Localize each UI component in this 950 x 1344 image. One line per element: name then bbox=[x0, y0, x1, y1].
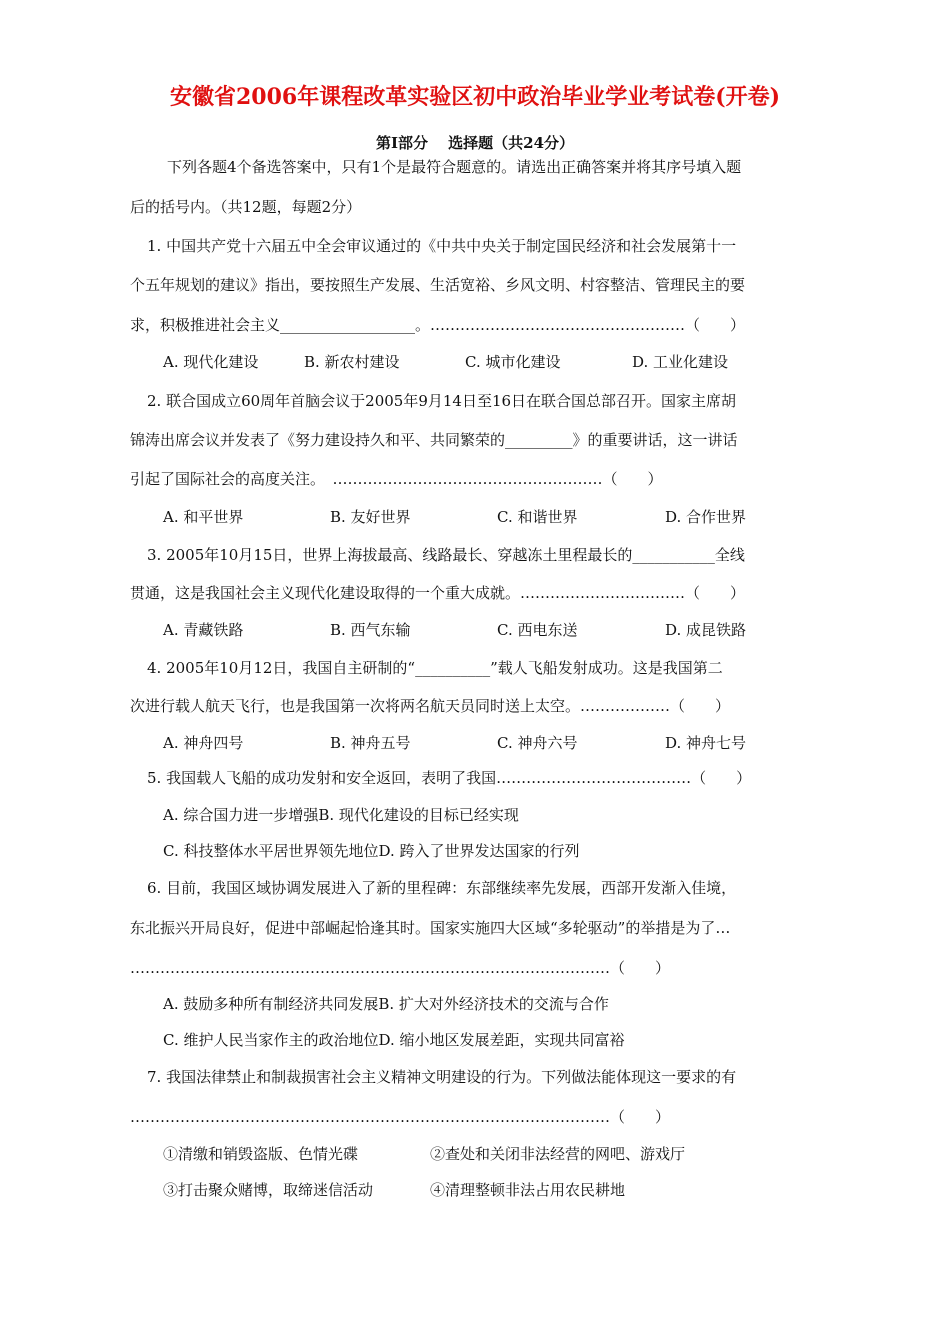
question-4-line-2: 次进行载人航天飞行，也是我国第一次将两名航天员同时送上太空。………………（ ） bbox=[130, 697, 731, 715]
section-heading: 第Ⅰ部分 选择题（共24分） bbox=[375, 134, 575, 152]
question-6-line-1: 6. 目前，我国区域协调发展进入了新的里程碑：东部继续率先发展，西部开发渐入佳境， bbox=[147, 879, 737, 897]
question-2-option-a: A. 和平世界 bbox=[163, 508, 244, 526]
question-7-line-2: ……………………………………………………………………………………（ ） bbox=[130, 1108, 671, 1126]
question-1-option-d: D. 工业化建设 bbox=[632, 353, 729, 371]
question-1-line-2: 个五年规划的建议》指出，要按照生产发展、生活宽裕、乡风文明、村容整洁、管理民主的要 bbox=[130, 276, 746, 294]
question-2-option-b: B. 友好世界 bbox=[330, 508, 411, 526]
question-5-options-row-2: C. 科技整体水平居世界领先地位D. 跨入了世界发达国家的行列 bbox=[163, 842, 580, 860]
question-4-option-d: D. 神舟七号 bbox=[665, 734, 747, 752]
question-6-line-2: 东北振兴开局良好，促进中部崛起恰逢其时。国家实施四大区域“多轮驱动”的举措是为了… bbox=[130, 919, 731, 937]
question-6-options-row-1: A. 鼓励多种所有制经济共同发展B. 扩大对外经济技术的交流与合作 bbox=[163, 995, 609, 1013]
question-1-line-1: 1. 中国共产党十六届五中全会审议通过的《中共中央关于制定国民经济和社会发展第十一 bbox=[147, 237, 737, 255]
question-4-option-a: A. 神舟四号 bbox=[163, 734, 244, 752]
question-3-option-c: C. 西电东送 bbox=[497, 621, 578, 639]
question-1-option-a: A. 现代化建设 bbox=[163, 353, 259, 371]
question-1-option-c: C. 城市化建设 bbox=[465, 353, 561, 371]
question-2-line-3: 引起了国际社会的高度关注。 ………………………………………………（ ） bbox=[130, 470, 663, 488]
question-2-option-d: D. 合作世界 bbox=[665, 508, 747, 526]
question-1-option-b: B. 新农村建设 bbox=[304, 353, 400, 371]
question-2-option-c: C. 和谐世界 bbox=[497, 508, 578, 526]
question-3-option-b: B. 西气东输 bbox=[330, 621, 411, 639]
question-7-item-2: ②查处和关闭非法经营的网吧、游戏厅 bbox=[430, 1145, 686, 1163]
exam-title: 安徽省2006年课程改革实验区初中政治毕业学业考试卷(开卷) bbox=[169, 84, 781, 110]
question-5-options-row-1: A. 综合国力进一步增强B. 现代化建设的目标已经实现 bbox=[163, 806, 519, 824]
question-7-item-1: ①清缴和销毁盗版、色情光碟 bbox=[163, 1145, 359, 1163]
question-3-line-1: 3. 2005年10月15日，世界上海拔最高、线路最长、穿越冻土里程最长的___________全线 bbox=[147, 546, 745, 564]
instructions-line-2: 后的括号内。（共12题，每题2分） bbox=[130, 198, 362, 216]
question-1-line-3: 求，积极推进社会主义__________________。……………………………………………（ ） bbox=[130, 316, 746, 334]
question-7-line-1: 7. 我国法律禁止和制裁损害社会主义精神文明建设的行为。下列做法能体现这一要求的有 bbox=[147, 1068, 737, 1086]
question-7-item-3: ③打击聚众赌博，取缔迷信活动 bbox=[163, 1181, 374, 1199]
question-2-line-1: 2. 联合国成立60周年首脑会议于2005年9月14日至16日在联合国总部召开。国家主席胡 bbox=[147, 392, 737, 410]
question-6-options-row-2: C. 维护人民当家作主的政治地位D. 缩小地区发展差距，实现共同富裕 bbox=[163, 1031, 625, 1049]
question-4-option-c: C. 神舟六号 bbox=[497, 734, 578, 752]
question-2-line-2: 锦涛出席会议并发表了《努力建设持久和平、共同繁荣的_________》的重要讲话，这一讲话 bbox=[130, 431, 738, 449]
question-3-option-d: D. 成昆铁路 bbox=[665, 621, 747, 639]
question-5-line-1: 5. 我国载人飞船的成功发射和安全返回，表明了我国…………………………………（ ） bbox=[147, 769, 752, 787]
question-4-line-1: 4. 2005年10月12日，我国自主研制的“__________”载人飞船发射成功。这是我国第二 bbox=[147, 659, 723, 677]
question-3-option-a: A. 青藏铁路 bbox=[163, 621, 244, 639]
question-7-item-4: ④清理整顿非法占用农民耕地 bbox=[430, 1181, 626, 1199]
question-3-line-2: 贯通，这是我国社会主义现代化建设取得的一个重大成就。……………………………（ ） bbox=[130, 584, 746, 602]
question-4-option-b: B. 神舟五号 bbox=[330, 734, 411, 752]
instructions-line-1: 下列各题4个备选答案中，只有1个是最符合题意的。请选出正确答案并将其序号填入题 bbox=[167, 158, 742, 176]
question-6-line-3: ……………………………………………………………………………………（ ） bbox=[130, 959, 671, 977]
